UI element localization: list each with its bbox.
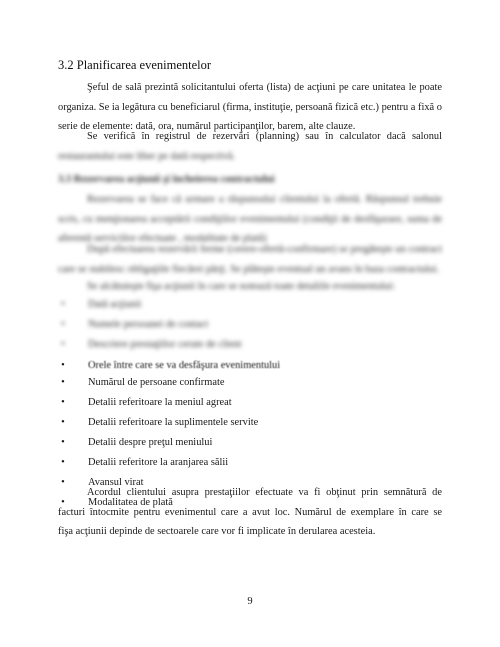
paragraph-client-agreement [58, 483, 442, 542]
bullet-icon: • [61, 497, 65, 508]
bullet-icon: • [61, 477, 65, 488]
list-item [58, 373, 448, 393]
paragraph-line: serie de elemente: dată, ora, numărul participanţilor, barem, alte clauze. [58, 121, 356, 132]
list-item [58, 355, 448, 373]
list-item-text: Avansul virat [88, 477, 144, 488]
list-item-text: Numărul de persoane confirmate [88, 377, 225, 388]
bullet-icon: • [61, 319, 65, 330]
list-item-blurred [58, 335, 448, 355]
list-item-text: Detalii referitoare la meniul agreat [88, 397, 232, 408]
bullet-icon: • [61, 299, 65, 310]
list-item-text: Orele între care se va desfăşura evenimentului [88, 360, 281, 371]
page-number: 9 [247, 596, 253, 607]
list-item-text: Detalii referitoare la suplimentele servite [88, 417, 259, 428]
section-heading: 3.2 Planificarea evenimentelor [58, 58, 212, 72]
list-item-blurred [58, 315, 448, 335]
list-item-text: Modalitatea de plată [88, 497, 173, 508]
bullet-icon: • [61, 397, 65, 408]
bullet-icon: • [61, 417, 65, 428]
list-item [58, 453, 448, 473]
list-item [58, 393, 448, 413]
blurred-paragraph-sheet [58, 277, 442, 297]
list-item-text: Numele persoanei de contact [88, 319, 209, 330]
blurred-paragraph-contract [58, 240, 442, 279]
list-item [58, 433, 448, 453]
paragraph-line: Se verifică în registrul de rezervări (planning) sau în calculator dacă salonul [87, 131, 442, 142]
list-item-text: Descriere prestaţiilor cerute de client [88, 339, 242, 350]
list-item [58, 413, 448, 433]
blurred-section-heading [58, 170, 442, 190]
list-item-text: Detalii despre preţul meniului [88, 437, 213, 448]
list-item-text: Dată acţiunii [88, 299, 142, 310]
paragraph-line: aferentă serviciilor efectuate , modalitate de plată) [58, 233, 267, 244]
paragraph-line: facturi întocmite pentru evenimentul care a avut loc. Numărul de exemplare în care se [58, 506, 442, 518]
list-item-text: Detalii referitore la aranjarea sălii [88, 457, 229, 468]
bullet-icon: • [61, 457, 65, 468]
paragraph-line: Se alcătuieşte fişa acţiunii în care se notează toate detaliile evenimentului: [87, 281, 396, 292]
bullet-icon: • [61, 437, 65, 448]
paragraph-line: Rezervarea se face că urmare a răspunsului clientului la ofertă. Răspunsul trebuie [87, 194, 442, 205]
event-details-list [58, 295, 448, 513]
paragraph-line-blurred: restaurantului este liber pe dată respectivă. [58, 150, 236, 162]
paragraph-line: fişa acţiunii depinde de sectoarele care vor fi implicate în derularea acesteia. [58, 526, 376, 537]
bullet-icon: • [61, 360, 65, 371]
paragraph-line: După efectuarea rezervării ferme (cerere-ofertă-confirmare) se pregăteşte un contract [87, 244, 442, 255]
paragraph-line: scris, cu menţionarea acceptării condiţiilor evenimentului (condiţii de desfăşurare, suma de [58, 213, 442, 225]
paragraph-line: care se stabilesc obligaţiile fiecărei părţi. Se plăteşte eventual un avans în baza contractului. [58, 263, 440, 275]
paragraph-verification [58, 127, 442, 166]
bullet-icon: • [61, 339, 65, 350]
bullet-icon: • [61, 377, 65, 388]
list-item-blurred [58, 295, 448, 315]
paragraph-line: Acordul clientului asupra prestaţiilor efectuate va fi obţinut prin semnătură de [87, 487, 442, 498]
blurred-heading-text: 3.3 Rezervarea acţiunii şi încheierea contractului [58, 174, 275, 185]
paragraph-line: Şeful de sală prezintă solicitantului oferta (lista) de acţiuni pe care unitatea le poate [87, 82, 442, 93]
paragraph-line: organiza. Se ia legătura cu beneficiarul (firma, instituţie, persoană fizică etc.) pentru a fixă o [58, 101, 442, 113]
